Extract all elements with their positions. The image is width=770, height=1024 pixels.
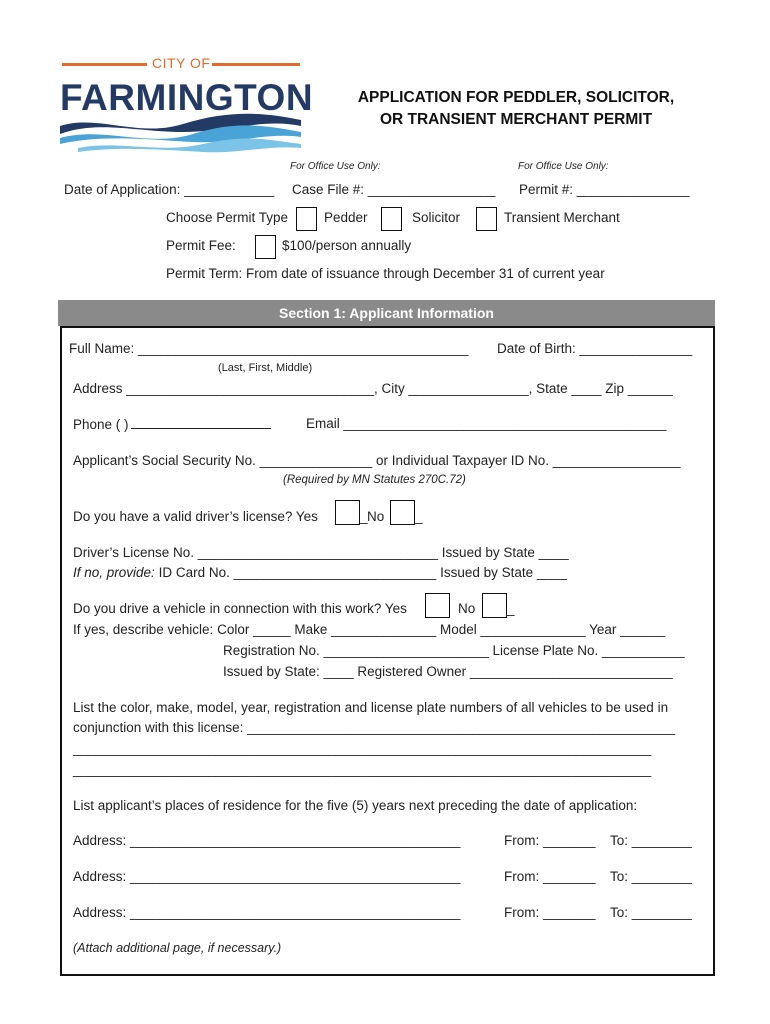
residence-address-field[interactable]: Address: ____________________________________________: [73, 833, 461, 848]
permit-fee-label: Permit Fee:: [166, 238, 236, 253]
logo-rule-left: [62, 63, 147, 66]
vehicle-yes-checkbox[interactable]: [425, 593, 450, 618]
case-file-field[interactable]: Case File #: _________________: [292, 182, 496, 197]
form-title-line2: OR TRANSIENT MERCHANT PERMIT: [379, 111, 653, 128]
transient-merchant-label: Transient Merchant: [504, 210, 620, 225]
peddler-label: Pedder: [324, 210, 368, 225]
peddler-checkbox[interactable]: [296, 207, 317, 231]
phone-field[interactable]: [73, 416, 271, 432]
vehicles-blank-line[interactable]: _____________________________________________________________________________: [73, 741, 652, 756]
section1-heading: Section 1: Applicant Information: [58, 300, 715, 326]
permit-number-field[interactable]: Permit #: _______________: [519, 182, 690, 197]
residence-from-field[interactable]: From: _______: [504, 905, 596, 920]
phone-underline: [131, 416, 271, 429]
full-name-hint: (Last, First, Middle): [218, 362, 313, 374]
ssn-required-note: (Required by MN Statutes 270C.72): [283, 474, 466, 486]
license-yes-checkbox[interactable]: [335, 500, 360, 525]
list-vehicles-text-line2[interactable]: conjunction with this license: _________________________________________________________: [73, 720, 676, 735]
ssn-taxpayer-field[interactable]: Applicant’s Social Security No. _______________ or Individual Taxpayer ID No. _________________: [73, 453, 681, 468]
registration-plate-field[interactable]: Registration No. ______________________ License Plate No. ___________: [223, 643, 685, 658]
residence-address-field[interactable]: Address: ____________________________________________: [73, 869, 461, 884]
form-title: [306, 87, 726, 131]
full-name-field[interactable]: Full Name: ____________________________________________: [69, 341, 469, 356]
solicitor-label: Solicitor: [412, 210, 461, 225]
permit-term: Permit Term: From date of issuance through December 31 of current year: [166, 266, 605, 281]
logo-city-of: CITY OF: [152, 55, 211, 71]
vehicle-question: Do you drive a vehicle in connection with this work? Yes: [73, 601, 407, 616]
permit-type-label: Choose Permit Type: [166, 210, 289, 225]
issued-owner-field[interactable]: Issued by State: ____ Registered Owner ___________________________: [223, 664, 673, 679]
residence-from-field[interactable]: From: _______: [504, 833, 596, 848]
vehicle-describe-field[interactable]: If yes, describe vehicle: Color _____ Make ______________ Model ______________ Year ______: [73, 622, 666, 637]
residence-from-field[interactable]: From: _______: [504, 869, 596, 884]
license-no-label: No: [367, 509, 385, 524]
if-no-provide-label: If no, provide:: [73, 565, 155, 580]
vehicle-no-underscore: _: [507, 601, 515, 616]
residence-to-field[interactable]: To: ________: [610, 833, 692, 848]
office-use-label-left: For Office Use Only:: [290, 161, 381, 172]
vehicle-no-checkbox[interactable]: [482, 593, 507, 618]
residence-to-field[interactable]: To: ________: [610, 905, 692, 920]
email-field[interactable]: Email ___________________________________________: [306, 416, 667, 431]
id-card-row[interactable]: [73, 565, 567, 580]
date-of-application-field[interactable]: Date of Application: ____________: [64, 182, 275, 197]
permit-fee-checkbox[interactable]: [255, 235, 276, 259]
transient-merchant-checkbox[interactable]: [476, 207, 497, 231]
list-vehicles-text-line1: List the color, make, model, year, registration and license plate numbers of all vehicles to be used in: [73, 700, 669, 715]
office-use-label-right: For Office Use Only:: [518, 161, 609, 172]
license-question: Do you have a valid driver’s license? Yes: [73, 509, 318, 524]
drivers-license-field[interactable]: Driver’s License No. ________________________________ Issued by State ____: [73, 545, 569, 560]
solicitor-checkbox[interactable]: [381, 207, 402, 231]
residence-to-field[interactable]: To: ________: [610, 869, 692, 884]
logo-rule-right: [212, 63, 300, 66]
vehicles-blank-line[interactable]: _____________________________________________________________________________: [73, 762, 652, 777]
address-line[interactable]: Address _________________________________, City ________________, State ____ Zip ______: [73, 381, 673, 396]
license-yes-underscore: _: [360, 509, 368, 524]
license-no-checkbox[interactable]: [390, 500, 415, 525]
vehicle-no-label: No: [458, 601, 476, 616]
logo-waves-icon: [58, 112, 303, 154]
phone-label: Phone ( ): [73, 417, 129, 432]
date-of-birth-field[interactable]: Date of Birth: _______________: [497, 341, 693, 356]
permit-fee-value: $100/person annually: [282, 238, 412, 253]
residence-address-field[interactable]: Address: ____________________________________________: [73, 905, 461, 920]
residence-intro: List applicant’s places of residence for the five (5) years next preceding the date of application:: [73, 798, 638, 813]
id-card-field: ID Card No. ___________________________ Issued by State ____: [158, 565, 567, 580]
license-no-underscore: _: [415, 509, 423, 524]
attach-note: (Attach additional page, if necessary.): [73, 941, 282, 955]
logo-name: FARMINGTON: [60, 77, 314, 118]
form-title-line1: APPLICATION FOR PEDDLER, SOLICITOR,: [357, 89, 675, 106]
